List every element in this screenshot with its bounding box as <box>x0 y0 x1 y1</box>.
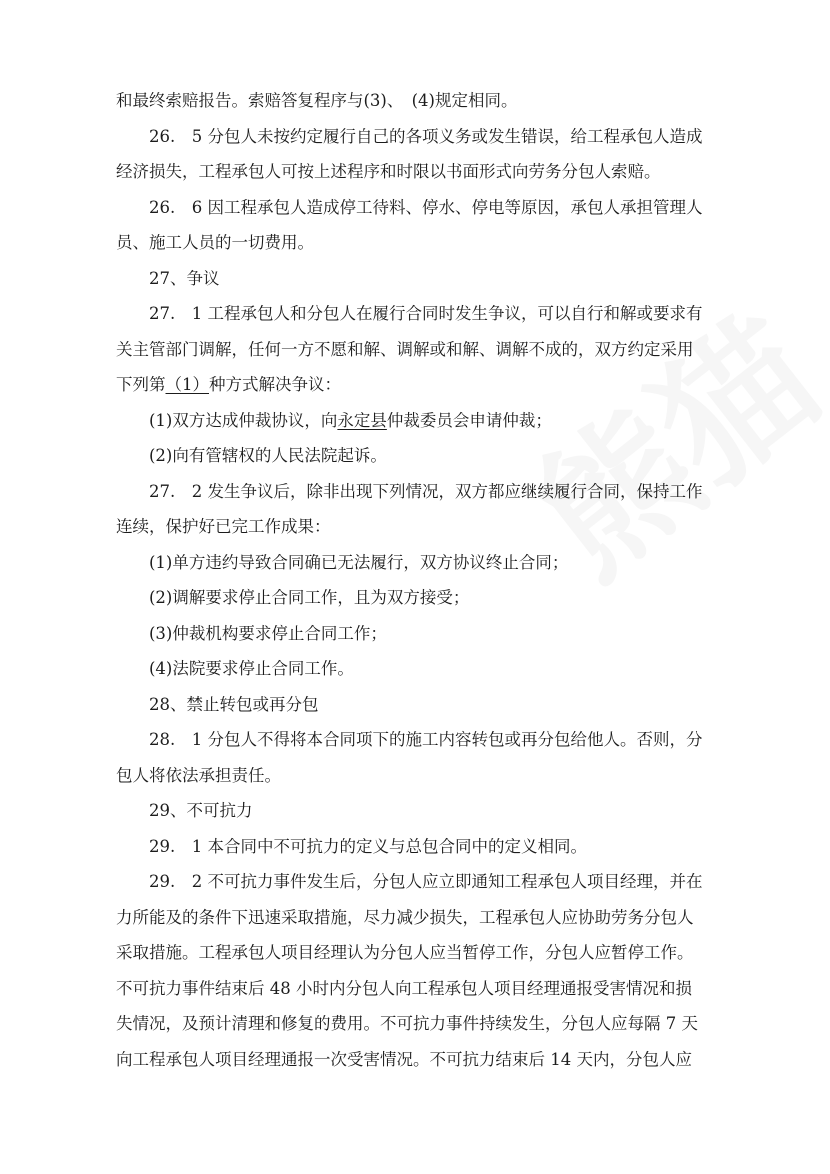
underlined-county: 永定县 <box>337 411 387 430</box>
text-line: 26. 5 分包人未按约定履行自己的各项义务或发生错误，给工程承包人造成 <box>149 127 703 146</box>
text-line: 26. 6 因工程承包人造成停工待料、停水、停电等原因，承包人承担管理人 <box>149 198 703 217</box>
section-heading: 27、争议 <box>149 269 220 288</box>
text-line: 经济损失，工程承包人可按上述程序和时限以书面形式向劳务分包人索赔。 <box>116 162 661 181</box>
text-line: 员、施工人员的一切费用。 <box>116 233 314 252</box>
text-line: 29. 2 不可抗力事件发生后，分包人应立即通知工程承包人项目经理，并在 <box>149 872 703 891</box>
text-line: 连续，保护好已完工作成果： <box>116 517 331 536</box>
text-line: 29. 1 本合同中不可抗力的定义与总包合同中的定义相同。 <box>149 837 587 856</box>
text-line: 28. 1 分包人不得将本合同项下的施工内容转包或再分包给他人。否则，分 <box>149 730 703 749</box>
text-line: 包人将依法承担责任。 <box>116 766 281 785</box>
text-span: 下列第 <box>116 375 166 394</box>
text-line <box>116 373 341 397</box>
text-line: 27. 1 工程承包人和分包人在履行合同时发生争议，可以自行和解或要求有 <box>149 304 703 323</box>
text-line: 关主管部门调解，任何一方不愿和解、调解或和解、调解不成的，双方约定采用 <box>116 340 694 359</box>
text-line: 向工程承包人项目经理通报一次受害情况。不可抗力结束后 14 天内，分包人应 <box>116 1050 692 1069</box>
text-line: (2)向有管辖权的人民法院起诉。 <box>149 446 387 465</box>
underlined-option: （1） <box>165 375 209 394</box>
text-line: 力所能及的条件下迅速采取措施，尽力减少损失，工程承包人应协助劳务分包人 <box>116 908 694 927</box>
text-line: (4)法院要求停止合同工作。 <box>149 659 354 678</box>
section-heading: 29、不可抗力 <box>149 801 253 820</box>
text-line: (1)单方违约导致合同确已无法履行，双方协议终止合同； <box>149 553 569 572</box>
text-span: (1)双方达成仲裁协议，向 <box>149 411 338 430</box>
text-line: 和最终索赔报告。索赔答复程序与(3)、 (4)规定相同。 <box>116 91 518 110</box>
text-span: 仲裁委员会申请仲裁； <box>386 411 552 430</box>
text-line <box>149 409 552 433</box>
text-line: 不可抗力事件结束后 48 小时内分包人向工程承包人项目经理通报受害情况和损 <box>116 979 692 998</box>
text-span: 种方式解决争议： <box>209 375 341 394</box>
text-line: (3)仲裁机构要求停止合同工作； <box>149 624 387 643</box>
text-line: 27. 2 发生争议后，除非出现下列情况，双方都应继续履行合同，保持工作 <box>149 482 703 501</box>
text-line: 采取措施。工程承包人项目经理认为分包人应当暂停工作，分包人应暂停工作。 <box>116 943 694 962</box>
section-heading: 28、禁止转包或再分包 <box>149 695 319 714</box>
text-line: (2)调解要求停止合同工作，且为双方接受； <box>149 588 470 607</box>
text-line: 失情况，及预计清理和修复的费用。不可抗力事件持续发生，分包人应每隔 7 天 <box>116 1014 698 1033</box>
